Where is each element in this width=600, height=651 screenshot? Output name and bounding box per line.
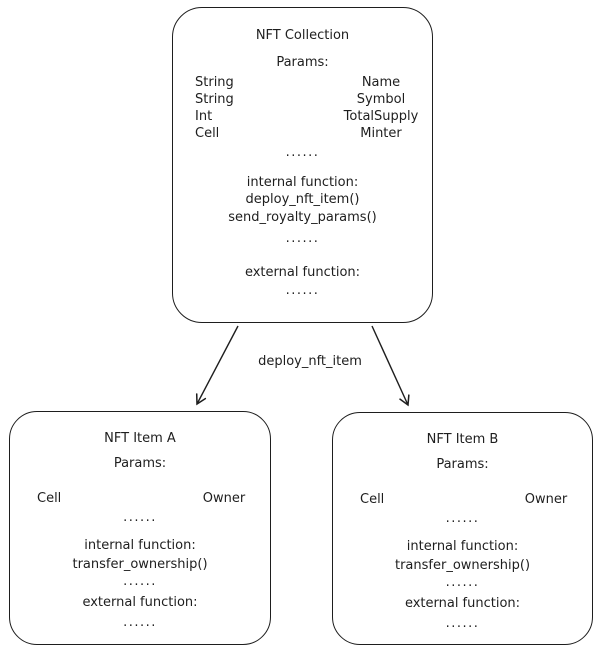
- box-title: NFT Item A: [104, 431, 176, 446]
- internal-function-heading: internal function:: [406, 539, 519, 554]
- edge-label-deploy-nft-item: deploy_nft_item: [245, 353, 375, 370]
- ellipsis: ......: [445, 511, 480, 526]
- param-row: [173, 108, 432, 125]
- param-row: [173, 74, 432, 91]
- nft-item-a-box: [9, 411, 271, 645]
- params-heading: Params:: [113, 456, 167, 471]
- nft-collection-box: [172, 7, 433, 323]
- param-type: Cell: [360, 492, 385, 507]
- ellipsis: ......: [445, 616, 480, 631]
- param-name: TotalSupply: [343, 109, 419, 124]
- function-name: deploy_nft_item(): [245, 192, 360, 207]
- external-function-heading: external function:: [82, 595, 198, 610]
- param-name: Symbol: [356, 92, 406, 107]
- external-function-heading: external function:: [244, 265, 361, 280]
- function-name: transfer_ownership(): [394, 558, 531, 573]
- external-function-heading: external function:: [404, 596, 521, 611]
- ellipsis: ......: [285, 145, 320, 160]
- param-type: Int: [195, 109, 213, 124]
- arrow-to-item-b: [372, 326, 408, 405]
- param-name: Name: [361, 75, 401, 90]
- ellipsis: ......: [123, 615, 157, 630]
- param-row: [333, 491, 592, 508]
- params-heading: Params:: [436, 457, 489, 472]
- param-name: Owner: [202, 491, 246, 506]
- param-type: String: [195, 92, 234, 107]
- param-type: Cell: [37, 491, 62, 506]
- box-title: NFT Collection: [255, 28, 350, 43]
- ellipsis: ......: [445, 575, 480, 590]
- nft-item-b-box: [332, 412, 593, 645]
- param-name: Owner: [524, 492, 568, 507]
- ellipsis: ......: [123, 510, 157, 525]
- param-row: [173, 125, 432, 142]
- param-row: [10, 490, 270, 507]
- function-name: transfer_ownership(): [72, 557, 208, 572]
- function-name: send_royalty_params(): [228, 210, 377, 225]
- param-row: [173, 91, 432, 108]
- arrow-to-item-a: [197, 326, 238, 404]
- param-type: Cell: [195, 126, 220, 141]
- internal-function-heading: internal function:: [84, 538, 196, 553]
- internal-function-heading: internal function:: [246, 175, 359, 190]
- ellipsis: ......: [123, 574, 157, 589]
- box-title: NFT Item B: [426, 432, 499, 447]
- params-heading: Params:: [276, 55, 329, 70]
- ellipsis: ......: [285, 283, 320, 298]
- param-name: Minter: [360, 126, 402, 141]
- param-type: String: [195, 75, 234, 90]
- ellipsis: ......: [285, 231, 320, 246]
